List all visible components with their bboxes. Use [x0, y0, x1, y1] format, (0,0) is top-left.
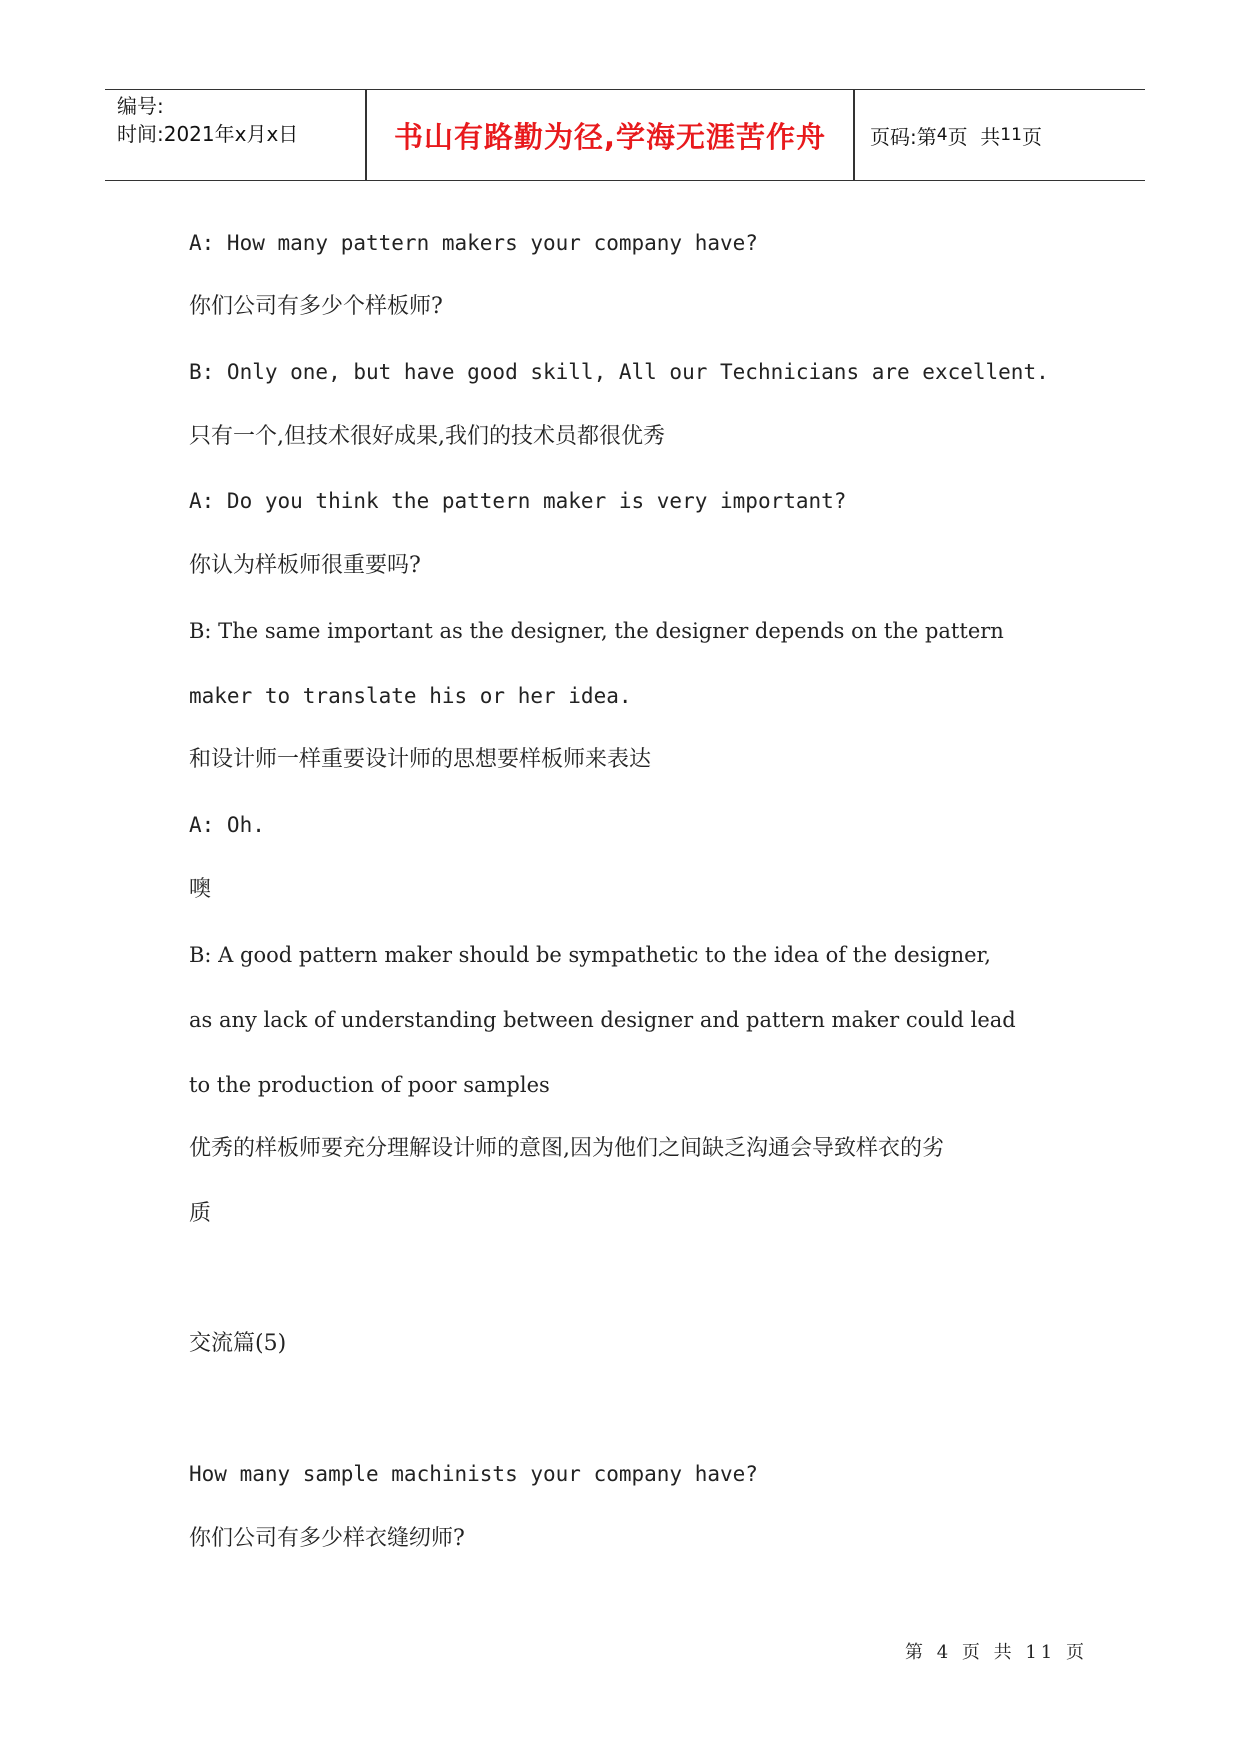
section-heading: 交流篇(5) — [189, 1331, 287, 1356]
number-label: 编号: — [117, 94, 164, 118]
dialog-line: 质 — [189, 1201, 212, 1226]
header-divider-right — [853, 90, 855, 180]
header-meta — [117, 92, 367, 148]
header-page-number — [870, 90, 1042, 180]
dialog-line: 只有一个,但技术很好成果,我们的技术员都很优秀 — [189, 424, 665, 449]
header-divider-left — [365, 90, 367, 180]
dialog-line: A: Oh. — [189, 813, 265, 837]
dialog-line: B: The same important as the designer, the designer depends on the pattern — [189, 619, 1004, 643]
page-current: 4 — [936, 125, 948, 145]
page-total: 11 — [1000, 125, 1022, 145]
dialog-line: 你们公司有多少样衣缝纫师? — [189, 1526, 465, 1551]
dialog-line: 你认为样板师很重要吗? — [189, 553, 421, 578]
dialog-line: 优秀的样板师要充分理解设计师的意图,因为他们之间缺乏沟通会导致样衣的劣 — [189, 1136, 944, 1161]
page-footer: 第 4 页 共 11 页 — [905, 1642, 1088, 1663]
page-prefix: 页码:第 — [870, 124, 937, 149]
dialog-line: 和设计师一样重要设计师的思想要样板师来表达 — [189, 747, 652, 772]
dialog-line: to the production of poor samples — [189, 1073, 550, 1097]
dialog-line: A: Do you think the pattern maker is very important? — [189, 489, 847, 513]
header-motto: 书山有路勤为径,学海无涯苦作舟 — [393, 119, 827, 154]
dialog-line: 你们公司有多少个样板师? — [189, 294, 443, 319]
dialog-line: as any lack of understanding between designer and pattern maker could lead — [189, 1008, 1016, 1032]
page-mid: 页 共 — [947, 124, 1001, 149]
page-header — [105, 89, 1145, 181]
page-suffix: 页 — [1021, 124, 1042, 149]
dialog-line: A: How many pattern makers your company have? — [189, 231, 758, 255]
dialog-line: B: Only one, but have good skill, All our Technicians are excellent. — [189, 360, 1049, 384]
dialog-line: B: A good pattern maker should be sympathetic to the idea of the designer, — [189, 943, 991, 967]
time-label: 时间:2021年x月x日 — [117, 122, 299, 146]
dialog-line: 噢 — [189, 877, 212, 902]
dialog-line: maker to translate his or her idea. — [189, 684, 632, 708]
dialog-line: How many sample machinists your company have? — [189, 1462, 758, 1486]
